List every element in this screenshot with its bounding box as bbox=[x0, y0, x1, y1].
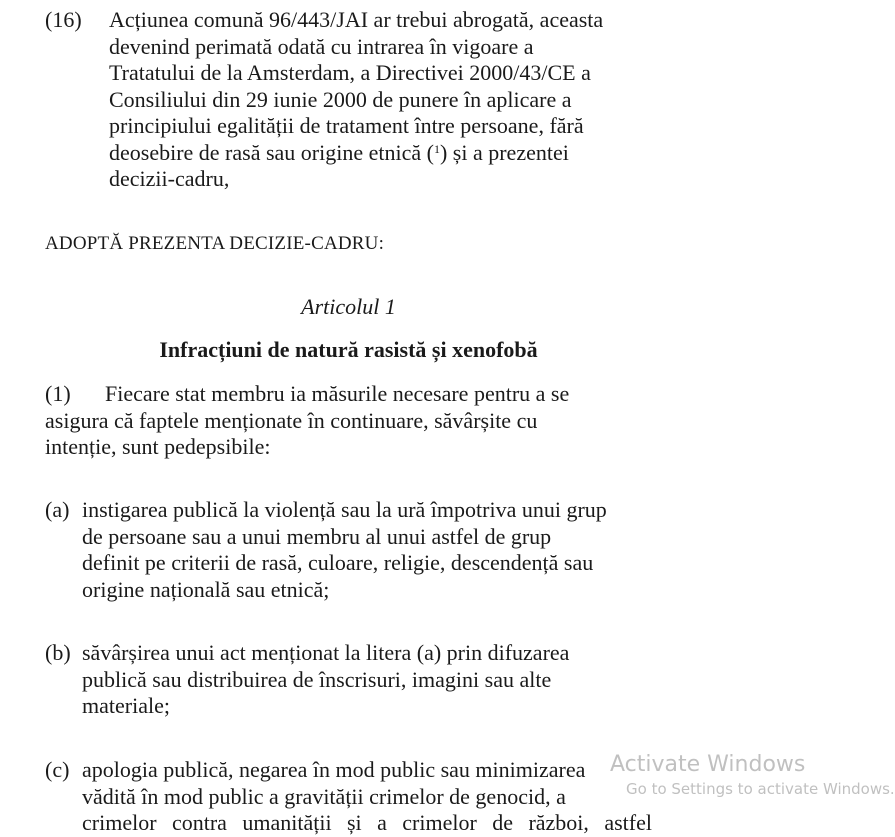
paragraph-line: intenție, sunt pedepsibile: bbox=[45, 434, 271, 459]
list-item-line: apologia publică, negarea în mod public sau minimizarea bbox=[82, 757, 586, 782]
adoption-statement: ADOPTĂ PREZENTA DECIZIE-CADRU: bbox=[45, 233, 385, 254]
footnote-reference[interactable]: 1 bbox=[433, 141, 440, 156]
activate-windows-watermark bbox=[610, 751, 895, 799]
list-item-line: crimelor contra umanității și a crimelor de război, astfel bbox=[82, 810, 652, 835]
list-item-c bbox=[45, 757, 652, 837]
paragraph-1 bbox=[45, 381, 652, 461]
list-item-line: săvârșirea unui act menționat la litera (a) prin difuzarea bbox=[82, 640, 570, 665]
list-item-marker: (b) bbox=[45, 640, 71, 665]
recital-line-text: ) și a prezentei bbox=[439, 139, 569, 165]
list-item-marker: (a) bbox=[45, 497, 70, 522]
recital-line: devenind perimată odată cu intrarea în vigoare a bbox=[109, 33, 534, 59]
list-item-line: de persoane sau a unui membru al unui astfel de grup bbox=[82, 523, 552, 549]
recital-number: (16) bbox=[45, 7, 82, 32]
list-item-line: vădită în mod public a gravității crimelor de genocid, a bbox=[82, 783, 566, 809]
list-item-line: definit pe criterii de rasă, culoare, religie, descendență sau bbox=[82, 550, 594, 575]
list-item-line: materiale; bbox=[82, 693, 170, 718]
recital-line: Consiliului din 29 iunie 2000 de punere în aplicare a bbox=[109, 86, 572, 112]
recital-line: principiului egalității de tratament între persoane, fără bbox=[109, 113, 584, 138]
paragraph-first-line bbox=[45, 381, 652, 408]
list-item-line: publică sau distribuirea de înscrisuri, imagini sau alte bbox=[82, 666, 552, 692]
recital-line: Acțiunea comună 96/443/JAI ar trebui abrogată, aceasta bbox=[109, 7, 604, 32]
paragraph-line-text: Fiecare stat membru ia măsurile necesare pentru a se bbox=[105, 381, 570, 406]
paragraph-line: asigura că faptele menționate în continuare, săvârșite cu bbox=[45, 407, 538, 433]
recital-line: decizii-cadru, bbox=[109, 166, 230, 191]
list-item-text bbox=[82, 640, 652, 720]
list-item-a bbox=[45, 497, 652, 603]
recital-line: Tratatului de la Amsterdam, a Directivei 2000/43/CE a bbox=[109, 60, 591, 85]
list-item-line: instigarea publică la violență sau la ură împotriva unui grup bbox=[82, 497, 607, 522]
recital-text bbox=[109, 7, 652, 193]
recital-line-text: deosebire de rasă sau origine etnică ( bbox=[109, 139, 434, 165]
article-title: Infracțiuni de natură rasistă și xenofobă bbox=[159, 337, 538, 362]
list-item-text bbox=[82, 497, 652, 603]
paragraph-number: (1) bbox=[45, 381, 71, 406]
watermark-subtitle: Go to Settings to activate Windows. bbox=[626, 780, 895, 798]
watermark-title: Activate Windows bbox=[610, 752, 806, 777]
list-item-line: origine națională sau etnică; bbox=[82, 576, 330, 602]
article-number: Articolul 1 bbox=[301, 294, 396, 319]
recital-line bbox=[109, 140, 652, 167]
list-item-text bbox=[82, 757, 652, 837]
list-item-b bbox=[45, 640, 652, 720]
list-item-marker: (c) bbox=[45, 757, 70, 782]
